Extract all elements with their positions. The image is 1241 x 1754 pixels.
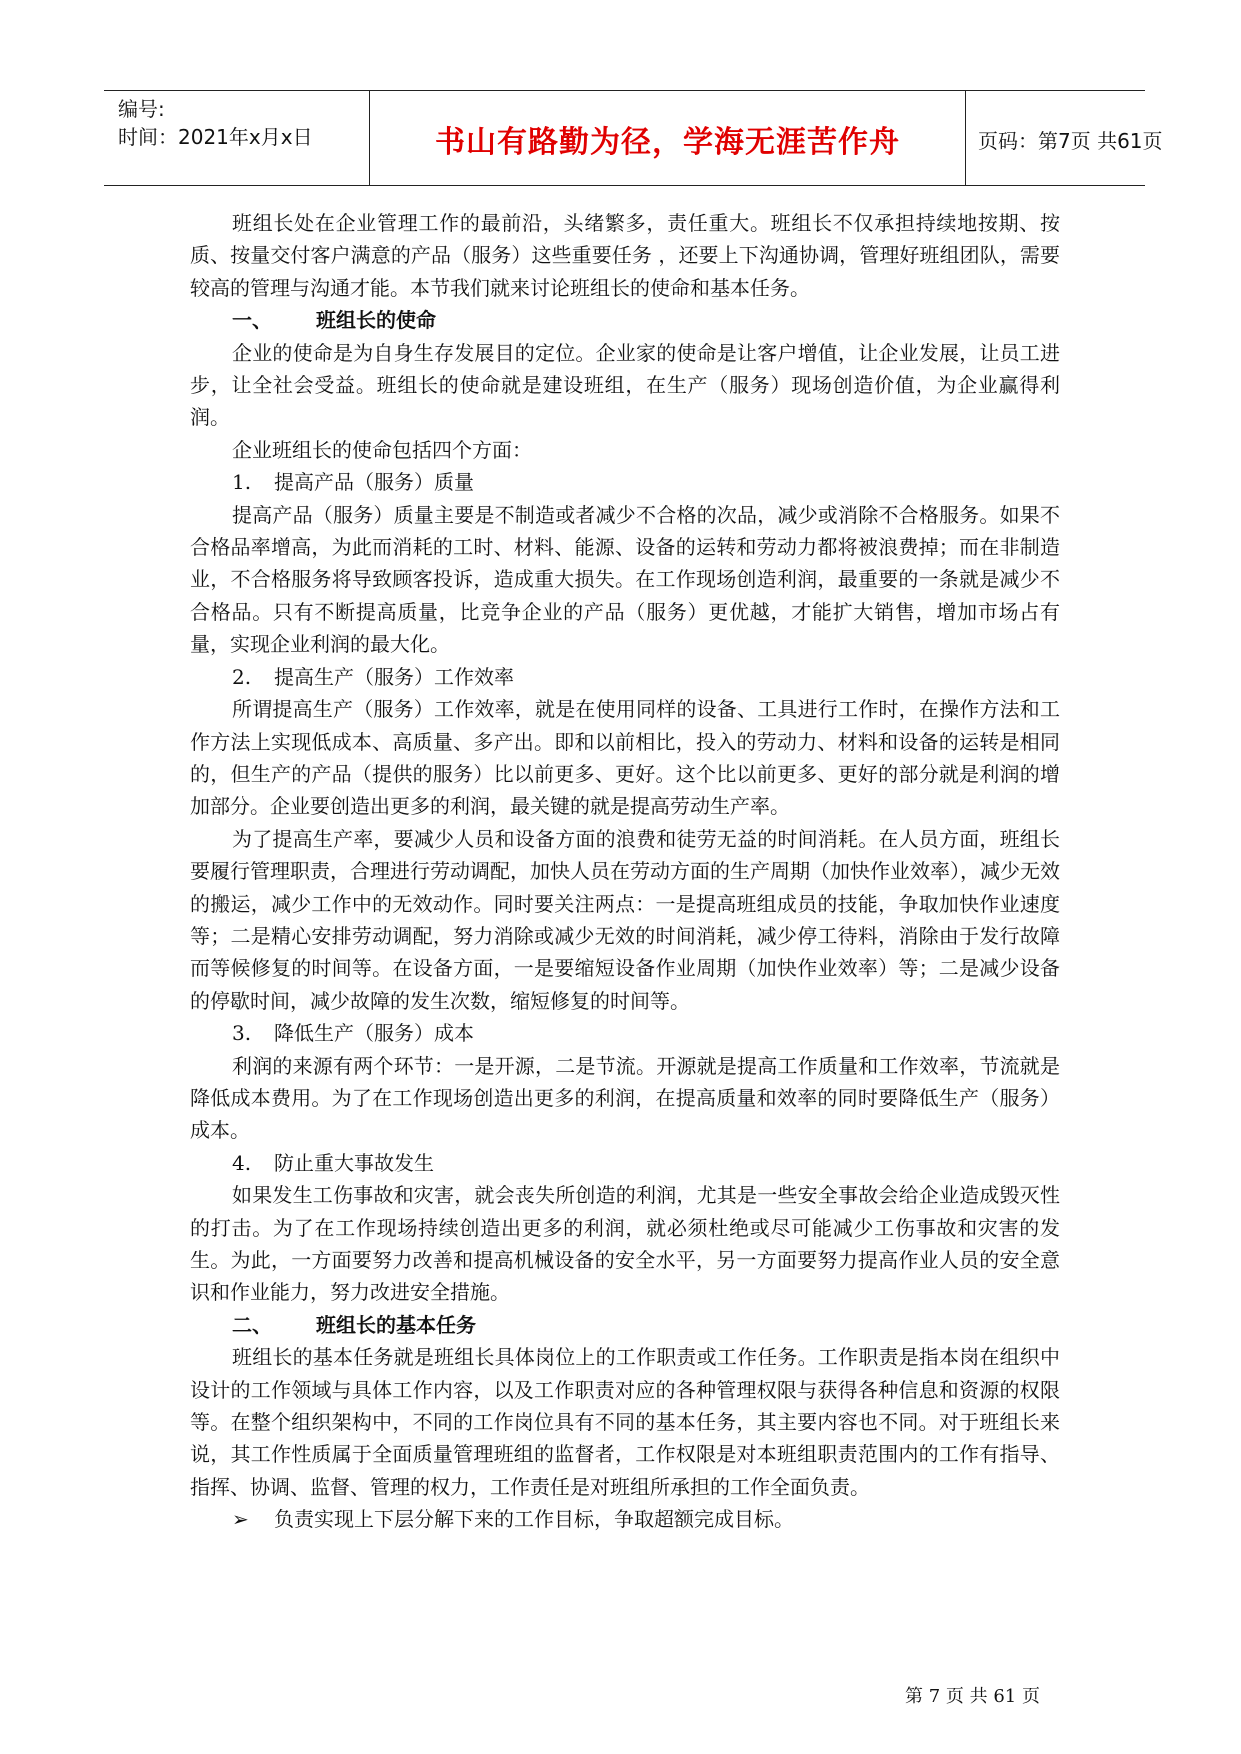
list-item-4-text: 防止重大事故发生: [274, 1150, 434, 1175]
header-page-label: 页码：第7页 共61页: [978, 129, 1163, 153]
section-heading-1: [190, 304, 1060, 336]
page-header: [104, 90, 1163, 186]
document-time-label: 时间：2021年x月x日: [118, 125, 313, 149]
section-heading-2-number: 二、: [232, 1312, 272, 1337]
paragraph-intro: 班组长处在企业管理工作的最前沿，头绪繁多，责任重大。班组长不仅承担持续地按期、按质、按量交付客户满意的产品（服务）这些重要任务 ，还要上下沟通协调，管理好班组团队，需要较高的管理与沟通才能。本节我们就来讨论班组长的使命和基本任务。: [190, 211, 1060, 300]
header-motto-cell: [370, 91, 966, 185]
bullet-item-1-text: 负责实现上下层分解下来的工作目标，争取超额完成目标。: [274, 1507, 794, 1532]
paragraph-basic-tasks: 班组长的基本任务就是班组长具体岗位上的工作职责或工作任务。工作职责是指本岗在组织中设计的工作领域与具体工作内容，以及工作职责对应的各种管理权限与获得各种信息和资源的权限等。在整个组织架构中，不同的工作岗位具有不同的基本任务，其主要内容也不同。对于班组长来说，其工作性质属于全面质量管理班组的监督者，工作权限是对本班组职责范围内的工作有指导、指挥、协调、监督、管理的权力，工作责任是对班组所承担的工作全面负责。: [190, 1345, 1060, 1499]
list-item-3-text: 降低生产（服务）成本: [274, 1021, 474, 1046]
list-item-2-number: 2.: [232, 664, 252, 689]
paragraph-mission-aspects: 企业班组长的使命包括四个方面：: [232, 437, 532, 462]
paragraph-safety: 如果发生工伤事故和灾害，就会丧失所创造的利润，尤其是一些安全事故会给企业造成毁灭性的打击。为了在工作现场持续创造出更多的利润，就必须杜绝或尽可能减少工伤事故和灾害的发生。为此，一方面要努力改善和提高机械设备的安全水平，另一方面要努力提高作业人员的安全意识和作业能力，努力改进安全措施。: [190, 1183, 1060, 1305]
list-item-4-number: 4.: [232, 1150, 252, 1175]
paragraph-cost: 利润的来源有两个环节：一是开源，二是节流。开源就是提高工作质量和工作效率，节流就是降低成本费用。为了在工作现场创造出更多的利润，在提高质量和效率的同时要降低生产（服务）成本。: [190, 1053, 1060, 1143]
header-info-cell: [104, 91, 370, 185]
list-item-2: [190, 661, 1060, 693]
list-item-4: [190, 1147, 1060, 1179]
page-footer: 第 7 页 共 61 页: [905, 1686, 1040, 1707]
section-heading-2-text: 班组长的基本任务: [316, 1312, 476, 1337]
header-motto: 书山有路勤为径，学海无涯苦作舟: [435, 125, 900, 160]
document-number-label: 编号:: [118, 97, 165, 121]
bullet-arrow-icon: ➢: [232, 1507, 249, 1532]
paragraph-productivity: 为了提高生产率，要减少人员和设备方面的浪费和徒劳无益的时间消耗。在人员方面，班组长要履行管理职责，合理进行劳动调配，加快人员在劳动方面的生产周期（加快作业效率），减少无效的搬运，减少工作中的无效动作。同时要关注两点：一是提高班组成员的技能，争取加快作业速度等；二是精心安排劳动调配，努力消除或减少无效的时间消耗，减少停工待料，消除由于发行故障而等候修复的时间等。在设备方面，一是要缩短设备作业周期（加快作业效率）等；二是减少设备的停歇时间，减少故障的发生次数，缩短修复的时间等。: [190, 826, 1060, 1013]
list-item-1-text: 提高产品（服务）质量: [274, 470, 474, 495]
paragraph-quality: 提高产品（服务）质量主要是不制造或者减少不合格的次品，减少或消除不合格服务。如果不合格品率增高，为此而消耗的工时、材料、能源、设备的运转和劳动力都将被浪费掉；而在非制造业，不合格服务将导致顾客投诉，造成重大损失。在工作现场创造利润，最重要的一条就是减少不合格品。只有不断提高质量，比竞争企业的产品（服务）更优越，才能扩大销售，增加市场占有量，实现企业利润的最大化。: [190, 502, 1060, 657]
paragraph-efficiency: 所谓提高生产（服务）工作效率，就是在使用同样的设备、工具进行工作时，在操作方法和工作方法上实现低成本、高质量、多产出。即和以前相比，投入的劳动力、材料和设备的运转是相同的，但生产的产品（提供的服务）比以前更多、更好。这个比以前更多、更好的部分就是利润的增加部分。企业要创造出更多的利润，最关键的就是提高劳动生产率。: [190, 697, 1060, 819]
document-body: [190, 207, 1060, 1536]
bullet-item-1: [190, 1503, 1060, 1535]
header-page-cell: [966, 91, 1163, 185]
list-item-1: [190, 466, 1060, 498]
section-heading-1-text: 班组长的使命: [316, 308, 436, 333]
list-item-3-number: 3.: [232, 1021, 252, 1046]
list-item-2-text: 提高生产（服务）工作效率: [274, 664, 514, 689]
paragraph-mission: 企业的使命是为自身生存发展目的定位。企业家的使命是让客户增值，让企业发展，让员工进步，让全社会受益。班组长的使命就是建设班组，在生产（服务）现场创造价值，为企业赢得利润。: [190, 340, 1060, 430]
list-item-3: [190, 1017, 1060, 1049]
section-heading-2: [190, 1309, 1060, 1341]
section-heading-1-number: 一、: [232, 308, 272, 333]
list-item-1-number: 1.: [232, 470, 252, 495]
